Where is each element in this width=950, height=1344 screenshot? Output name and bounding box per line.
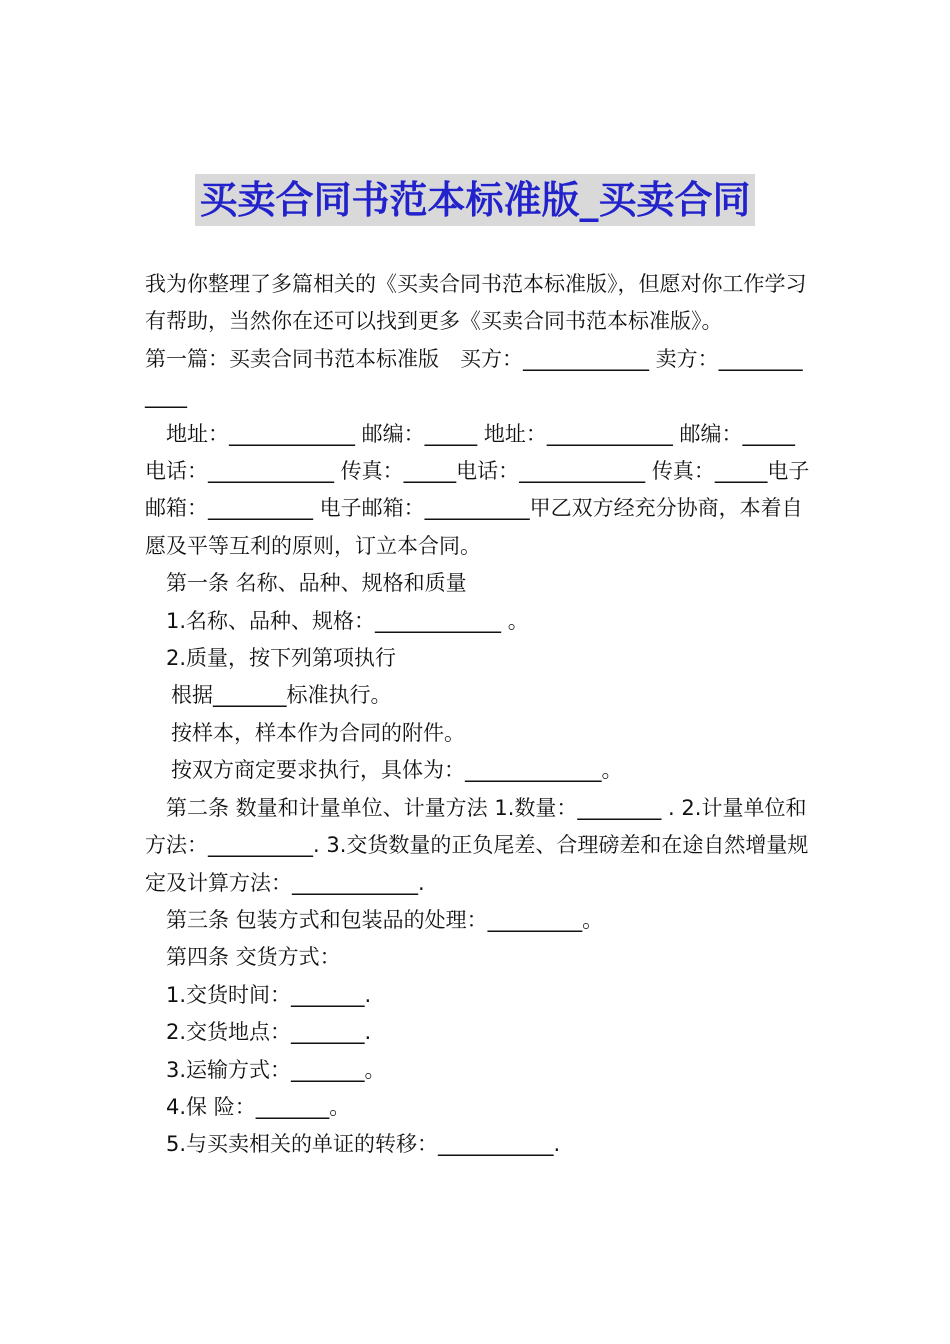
article-4-item-1: 1.交货时间：_______. [166,982,372,1007]
article-1-item-2: 2.质量，按下列第项执行 [166,646,397,671]
article-3-paragraph: 第三条 包装方式和包装品的处理：_________。 [166,907,604,932]
document-body [145,266,810,1164]
article-1-item-1: 1.名称、品种、规格：____________ 。 [166,608,529,633]
first-section-heading: 第一篇：买卖合同书范本标准版 买方：____________ 卖方：____________ [145,346,803,409]
article-4-item-3: 3.运输方式：_______。 [166,1057,386,1082]
quality-option-agreed: 按双方商定要求执行，具体为：_____________。 [171,758,623,783]
intro-paragraph: 我为你整理了多篇相关的《买卖合同书范本标准版》，但愿对你工作学习有帮助，当然你在还可以找到更多《买卖合同书范本标准版》。 [145,272,807,334]
quality-option-sample: 按样本，样本作为合同的附件。 [171,720,465,745]
document-title: 买卖合同书范本标准版_买卖合同 [195,174,754,226]
article-4-item-4: 4.保 险：_______。 [166,1094,351,1119]
article-4-item-2: 2.交货地点：_______. [166,1020,372,1045]
document-title-wrap [0,174,950,234]
quality-option-standard: 根据_______标准执行。 [171,683,392,708]
article-4-heading: 第四条 交货方式： [166,945,341,970]
article-2-paragraph: 第二条 数量和计量单位、计量方法 1.数量：________ . 2.计量单位和方法：__________. 3.交货数量的正负尾差、合理磅差和在途自然增量规定及计算方法：____________. [145,795,809,895]
article-1-heading: 第一条 名称、品种、规格和质量 [166,571,467,596]
article-4-item-5: 5.与买卖相关的单证的转移：___________. [166,1132,561,1157]
parties-info-paragraph: 地址：____________ 邮编：_____ 地址：____________ 邮编：_____电话：____________ 传真：_____电话：____________ 传真：_____电子邮箱：__________ 电子邮箱：__________甲乙双方经充分协商，本着自愿及平等互利的原则，订立本合同。 [145,421,810,558]
